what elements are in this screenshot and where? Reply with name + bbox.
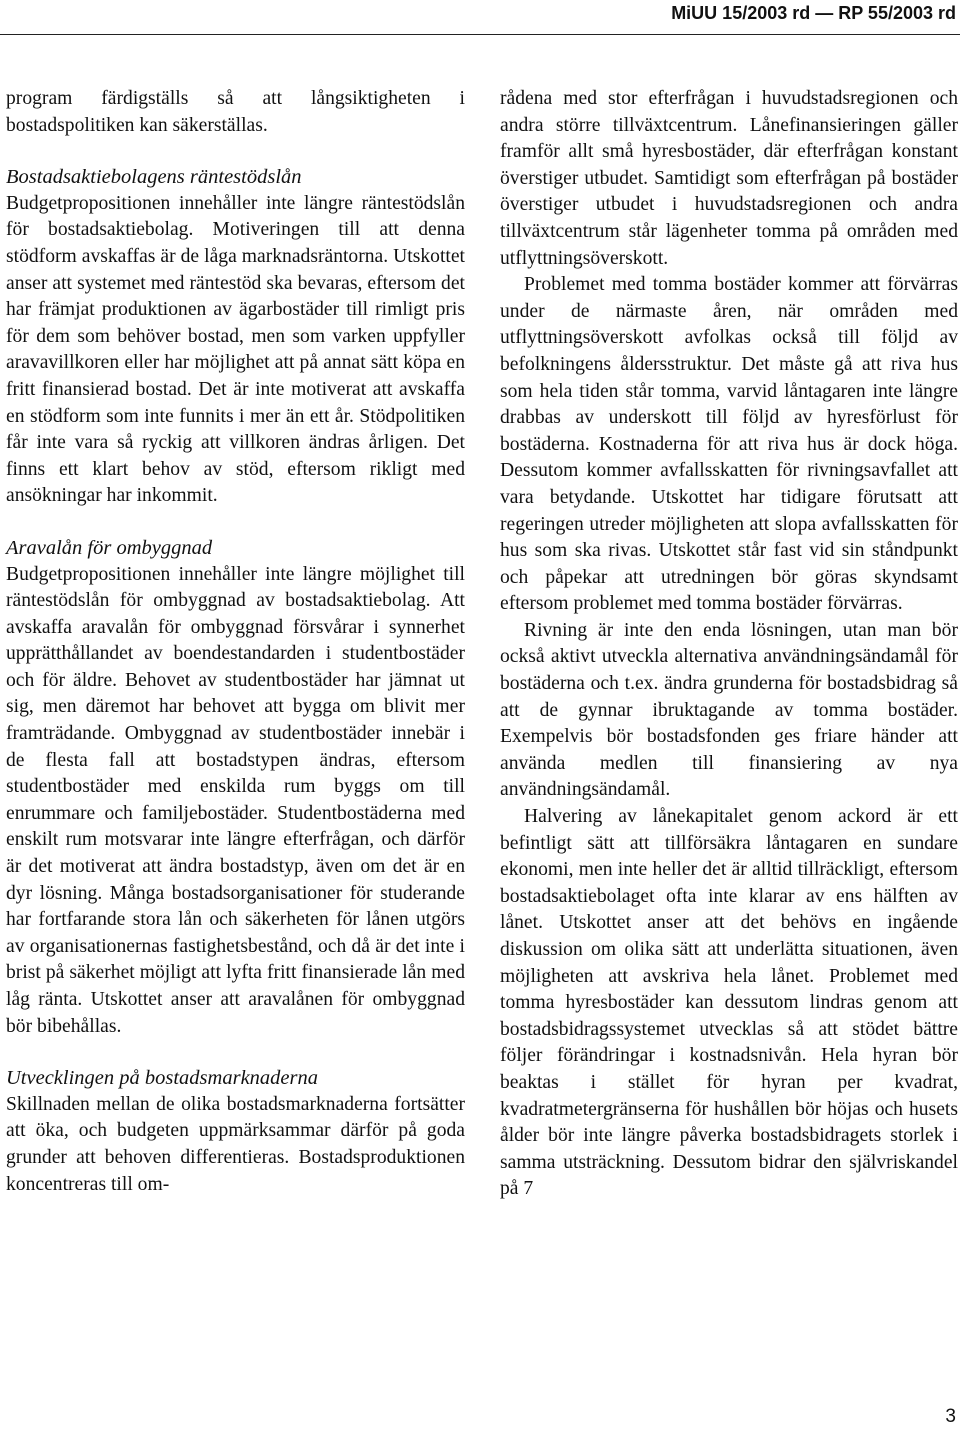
section-heading-bostadsmarknaderna: Utvecklingen på bostadsmarknaderna (6, 1067, 318, 1090)
left-column (6, 86, 465, 1198)
paragraph-bostadsmarknaderna: Skillnaden mellan de olika bostadsmarknaderna fortsätter att öka, och budgeten uppmärksammar därför på goda grunder att behoven differentieras. Bostadsproduktionen koncentreras till om- (6, 1093, 465, 1195)
paragraph-rantestodslan: Budgetpropositionen innehåller inte längre räntestödslån för bostadsaktiebolag. Motiveringen till att denna stödform avskaffas är de låga marknadsräntorna. Utskottet anser att systemet med räntestöd ska bevaras, eftersom det har främjat produktionen av ägarbostäder till rimligt pris för dem som behöver bostad, men som varken uppfyller aravavillkoren eller har möjlighet att på annat sätt köpa en fritt finansierad bostad. Det är inte motiverat att avskaffa en stödform som inte funnits i mer än ett år. Stödpolitiken får inte vara så ryckig att villkoren ändras årligen. Det finns ett klart behov av stöd, eftersom rikligt med ansökningar har inkommit. (6, 192, 465, 507)
header-rule (0, 34, 960, 35)
section-gap (6, 510, 465, 535)
paragraph-halvering: Halvering av lånekapitalet genom ackord är ett befintligt sätt att tillförsäkra låntagaren en sundare ekonomi, men inte heller det är alltid tillräckligt, eftersom bostadsaktiebolaget ofta inte klarar av ens hälften av lånet. Utskottet anser att det behövs en ingående diskussion om olika sätt att underlätta situationen, även möjligheten att avskriva hela lånet. Problemet med tomma hyresbostäder kan dessutom lindras genom att bostadsbidragssystemet utvecklas så att stödet bättre följer förändringar i kostnadsnivån. Hela hyran bör beaktas i stället för hyran per kvadrat, kvadratmetergränserna för hushållen bör höjas och husets ålder bör inte längre påverka bostadsbidragets storlek i samma utsträckning. Dessutom bidrar den självriskandel på 7 (500, 806, 958, 1200)
paragraph-rivning: Rivning är inte den enda lösningen, utan man bör också aktivt utveckla alternativa användningsändamål för bostäderna och t.ex. ändra grunderna för bostadsbidrag så att de gynnar ibruktagande av tomma bostäder. Exempelvis bör bostadsfonden ges friare händer att använda medlen till finansiering av nya användningsändamål. (500, 619, 958, 801)
paragraph-aravalan: Budgetpropositionen innehåller inte längre möjlighet till räntestödslån för ombyggnad av bostadsaktiebolag. Att avskaffa aravalån för ombyggnad försvårar i synnerhet upprätthållandet av boendestandarden i studentbostäder och för äldre. Behovet av studentbostäder har jämnat ut sig, men däremot har behovet att bygga om blivit mer framträdande. Ombyggnad av studentbostäder innebär i de flesta fall att bostadstypen ändras, eftersom studentbostäder med enskilda rum byggs om till enrummare och familjebostäder. Studentbostäderna med enskilt rum motsvarar inte längre efterfrågan, och därför är det motiverat att ändra bostadstyp, även om det är en dyr lösning. Många bostadsorganisationer för studerande har fortfarande stora lån och säkerheten för lånen utgörs av organisationernas fastighetsbestånd, och då är det inte i brist på säkerhet möjligt att lyfta fritt finansierade lån med låg ränta. Utskottet anser att aravalånen för ombyggnad bör bibehållas. (6, 563, 465, 1037)
paragraph-tomma-bostader: Problemet med tomma bostäder kommer att förvärras under de närmaste åren, när områden med utflyttningsöverskott avfolkas också till följd av befolkningens åldersstruktur. Det måste gå att riva hus som hela tiden står tomma, varvid låntagaren inte längre drabbas av underskott till följd av hyresförlust för bostäderna. Kostnaderna för att riva hus är dock höga. Dessutom kommer avfallsskatten för rivningsavfallet att vara betydande. Utskottet har tidigare förutsatt att regeringen utreder möjligheten att slopa avfallsskatten för hus som ska rivas. Utskottet står fast vid sin ståndpunkt och påpekar att utredningen bör göras skyndsamt eftersom problemet med tomma bostäder förvärras. (500, 274, 958, 615)
paragraph-continuation-right: rådena med stor efterfrågan i huvudstadsregionen och andra större tillväxtcentrum. Lånefinansieringen gäller framför allt små hyresbostäder, där efterfrågan konstant överstiger utbudet. Samtidigt som efterfrågan på bostäder överstiger utbudet i huvudstadsregionen och andra tillväxtcentrum står lägenheter tomma på områden med utflyttningsöverskott. (500, 88, 958, 269)
running-header: MiUU 15/2003 rd — RP 55/2003 rd (671, 3, 956, 23)
section-heading-rantestodslan: Bostadsaktiebolagens räntestödslån (6, 166, 302, 189)
paragraph-continuation: program färdigställs så att långsiktigheten i bostadspolitiken kan säkerställas. (6, 88, 465, 136)
right-column (500, 86, 958, 1203)
section-gap (6, 1040, 465, 1065)
page-number: 3 (945, 1406, 956, 1427)
section-heading-aravalan: Aravalån för ombyggnad (6, 536, 213, 559)
section-gap (6, 139, 465, 164)
